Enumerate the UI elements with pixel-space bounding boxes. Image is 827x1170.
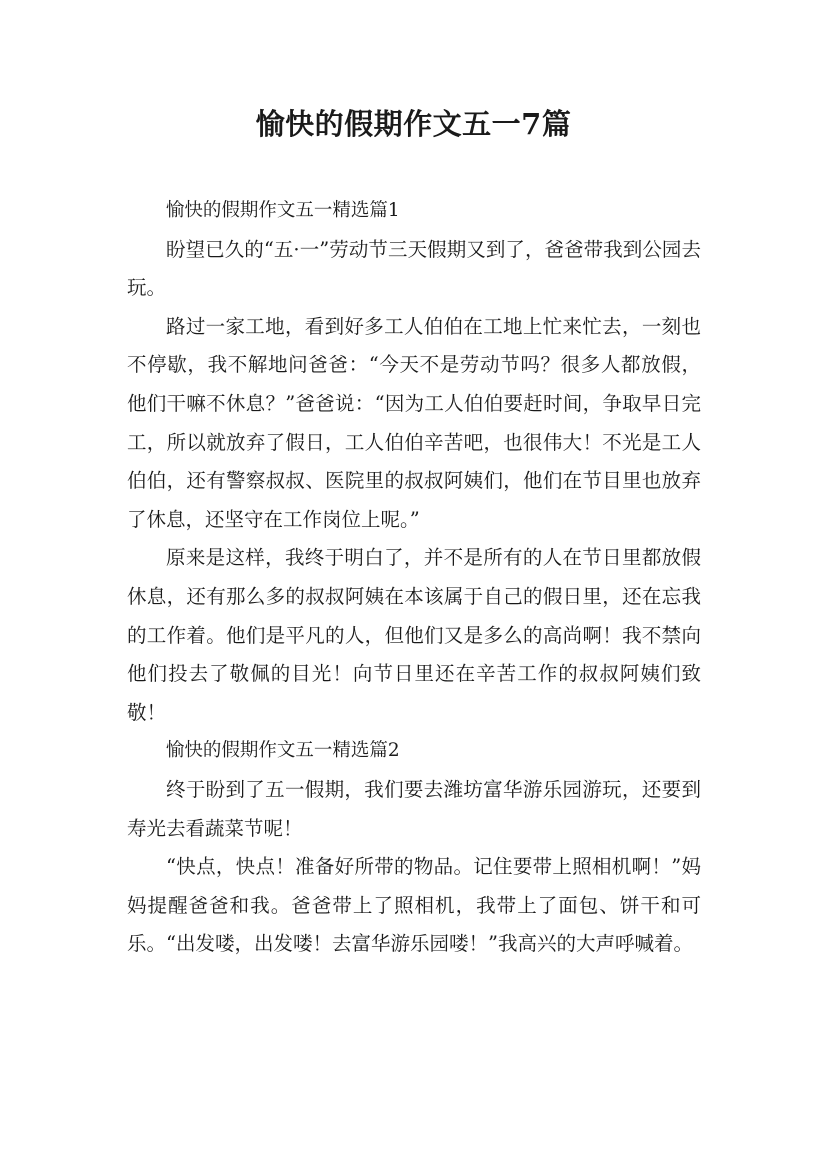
section-heading-2: 愉快的假期作文五一精选篇2	[165, 740, 400, 762]
paragraph: 终于盼到了五一假期，我们要去潍坊富华游乐园游玩，还要到寿光去看蔬菜节呢！	[127, 777, 701, 840]
paragraph: 盼望已久的“五·一”劳动节三天假期又到了，爸爸带我到公园去玩。	[127, 237, 701, 300]
document-title: 愉快的假期作文五一7篇	[255, 107, 572, 141]
paragraph: 路过一家工地，看到好多工人伯伯在工地上忙来忙去，一刻也不停歇，我不解地问爸爸：“今天不是劳动节吗？很多人都放假，他们干嘛不休息？”爸爸说：“因为工人伯伯要赶时间，争取早日完工，所以就放弃了假日，工人伯伯辛苦吧，也很伟大！不光是工人伯伯，还有警察叔叔、医院里的叔叔阿姨们，他们在节目里也放弃了休息，还坚守在工作岗位上呢。”	[127, 314, 701, 531]
paragraph: “快点，快点！准备好所带的物品。记住要带上照相机啊！”妈妈提醒爸爸和我。爸爸带上了照相机，我带上了面包、饼干和可乐。“出发喽，出发喽！去富华游乐园喽！”我高兴的大声呼喊着。	[127, 855, 701, 956]
section-heading-1: 愉快的假期作文五一精选篇1	[165, 200, 400, 221]
paragraph: 原来是这样，我终于明白了，并不是所有的人在节日里都放假休息，还有那么多的叔叔阿姨在本该属于自己的假日里，还在忘我的工作着。他们是平凡的人，但他们又是多么的高尚啊！我不禁向他们投去了敬佩的目光！向节日里还在辛苦工作的叔叔阿姨们致敬！	[127, 546, 701, 724]
document-body	[127, 192, 701, 964]
